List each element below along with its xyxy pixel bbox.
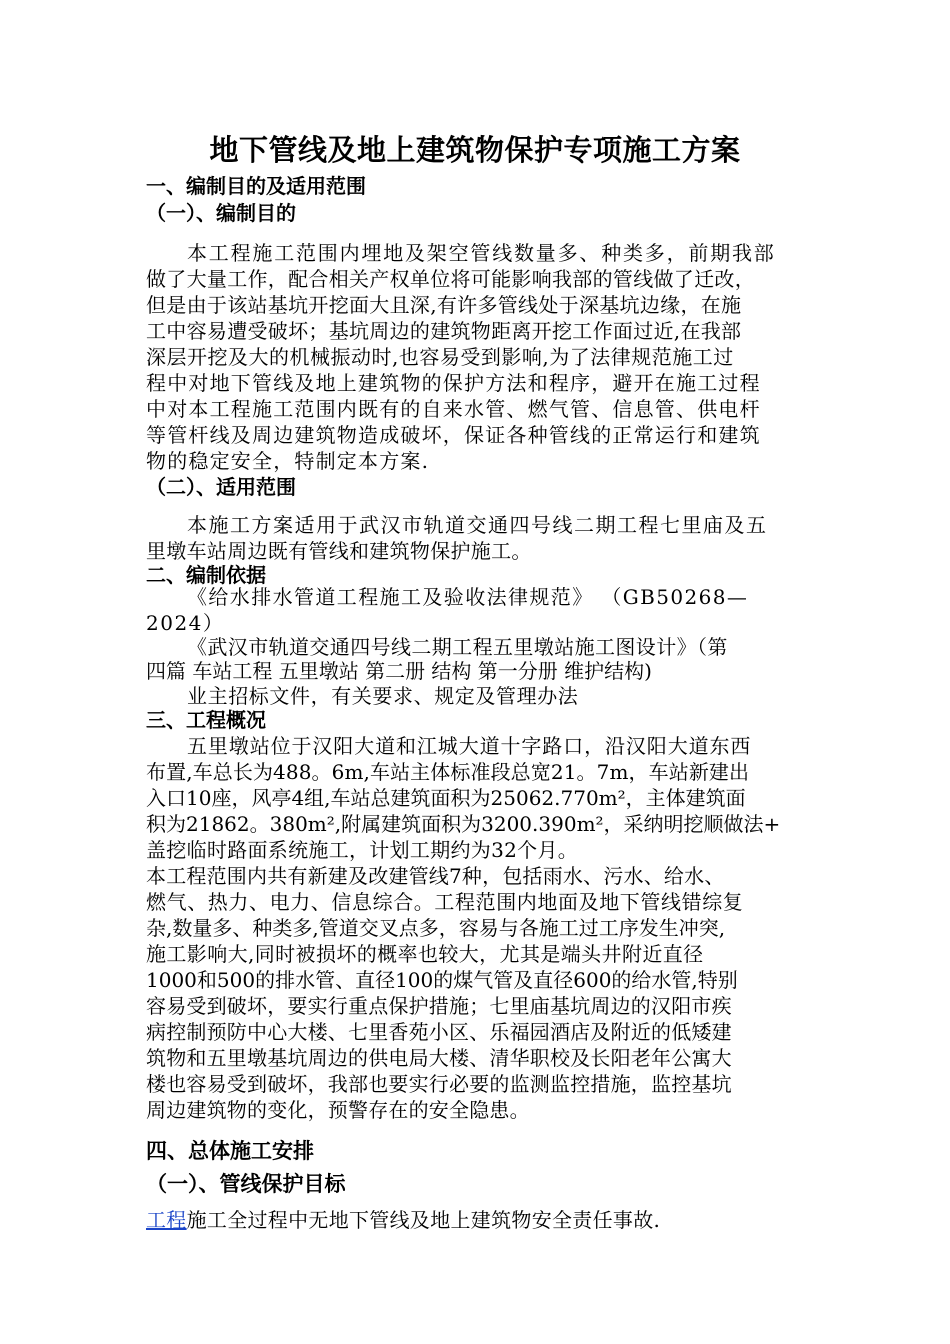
paragraph-line: 物的稳定安全，特制定本方案. [146, 449, 430, 473]
paragraph-line: 施工影响大,同时被损坏的概率也较大，尤其是端头井附近直径 [146, 942, 704, 966]
section-2-heading: 二、编制依据 [146, 563, 266, 587]
paragraph-line: 入口10座，风亭4组,车站总建筑面积为25062.770m²，主体建筑面 [146, 786, 746, 810]
section-1-heading: 一、编制目的及适用范围 [146, 174, 366, 198]
section-4-heading: 四、总体施工安排 [146, 1138, 314, 1163]
paragraph-line: 深层开挖及大的机械振动时,也容易受到影响,为了法律规范施工过 [146, 345, 734, 369]
paragraph-line: 布置,车总长为488。6m,车站主体标准段总宽21。7m，车站新建出 [146, 760, 750, 784]
paragraph-line: 但是由于该站基坑开挖面大且深,有许多管线处于深基坑边缘，在施 [146, 293, 742, 317]
section-1-sub-1-heading: （一）、编制目的 [146, 201, 296, 225]
paragraph-line: 等管杆线及周边建筑物造成破坏，保证各种管线的正常运行和建筑 [146, 423, 761, 447]
paragraph-line: 病控制预防中心大楼、七里香苑小区、乐福园酒店及附近的低矮建 [146, 1020, 732, 1044]
target-statement [146, 1207, 660, 1233]
paragraph-line: 筑物和五里墩基坑周边的供电局大楼、清华职校及长阳老年公寓大 [146, 1046, 732, 1070]
paragraph-line: 本工程施工范围内埋地及架空管线数量多、种类多，前期我部 [187, 241, 776, 265]
paragraph-line: 做了大量工作，配合相关产权单位将可能影响我部的管线做了迁改， [146, 267, 755, 291]
paragraph-line: 中对本工程施工范围内既有的自来水管、燃气管、信息管、供电杆 [146, 397, 761, 421]
paragraph-line: 杂,数量多、种类多,管道交叉点多，容易与各施工过工序发生冲突, [146, 916, 726, 940]
paragraph-line: 本施工方案适用于武汉市轨道交通四号线二期工程七里庙及五 [187, 513, 768, 537]
paragraph-line: 盖挖临时路面系统施工，计划工期约为32个月。 [146, 838, 579, 862]
paragraph-line: 里墩车站周边既有管线和建筑物保护施工。 [146, 539, 532, 563]
engineering-link[interactable]: 工程 [146, 1208, 187, 1232]
target-text: 施工全过程中无地下管线及地上建筑物安全责任事故. [186, 1208, 661, 1232]
paragraph-line: 周边建筑物的变化，预警存在的安全隐患。 [146, 1098, 530, 1122]
paragraph-line: 容易受到破坏，要实行重点保护措施；七里庙基坑周边的汉阳市疾 [146, 994, 732, 1018]
paragraph-line: 燃气、热力、电力、信息综合。工程范围内地面及地下管线错综复 [146, 890, 744, 914]
document-title: 地下管线及地上建筑物保护专项施工方案 [209, 133, 741, 167]
reference-line: 2024） [146, 611, 225, 635]
paragraph-line: 五里墩站位于汉阳大道和江城大道十字路口，沿汉阳大道东西 [187, 734, 752, 758]
paragraph-line: 程中对地下管线及地上建筑物的保护方法和程序，避开在施工过程 [146, 371, 761, 395]
paragraph-line: 楼也容易受到破坏，我部也要实行必要的监测监控措施，监控基坑 [146, 1072, 732, 1096]
section-3-heading: 三、工程概况 [146, 708, 266, 732]
paragraph-line: 积为21862。380m²,附属建筑面积为3200.390m²，采纳明挖顺做法+ [146, 812, 781, 836]
section-1-sub-2-heading: （二）、适用范围 [146, 475, 296, 499]
section-4-sub-1-heading: （一）、管线保护目标 [146, 1171, 346, 1196]
paragraph-line: 本工程范围内共有新建及改建管线7种，包括雨水、污水、给水、 [146, 864, 725, 888]
paragraph-line: 1000和500的排水管、直径100的煤气管及直径600的给水管,特别 [146, 968, 738, 992]
reference-line: 业主招标文件，有关要求、规定及管理办法 [187, 684, 579, 708]
reference-line: 《武汉市轨道交通四号线二期工程五里墩站施工图设计》（第 [187, 635, 728, 659]
reference-line: 《给水排水管道工程施工及验收法律规范》 （GB50268— [187, 585, 749, 609]
paragraph-line: 工中容易遭受破坏；基坑周边的建筑物距离开挖工作面过近,在我部 [146, 319, 742, 343]
reference-line: 四篇 车站工程 五里墩站 第二册 结构 第一分册 维护结构) [146, 659, 652, 683]
